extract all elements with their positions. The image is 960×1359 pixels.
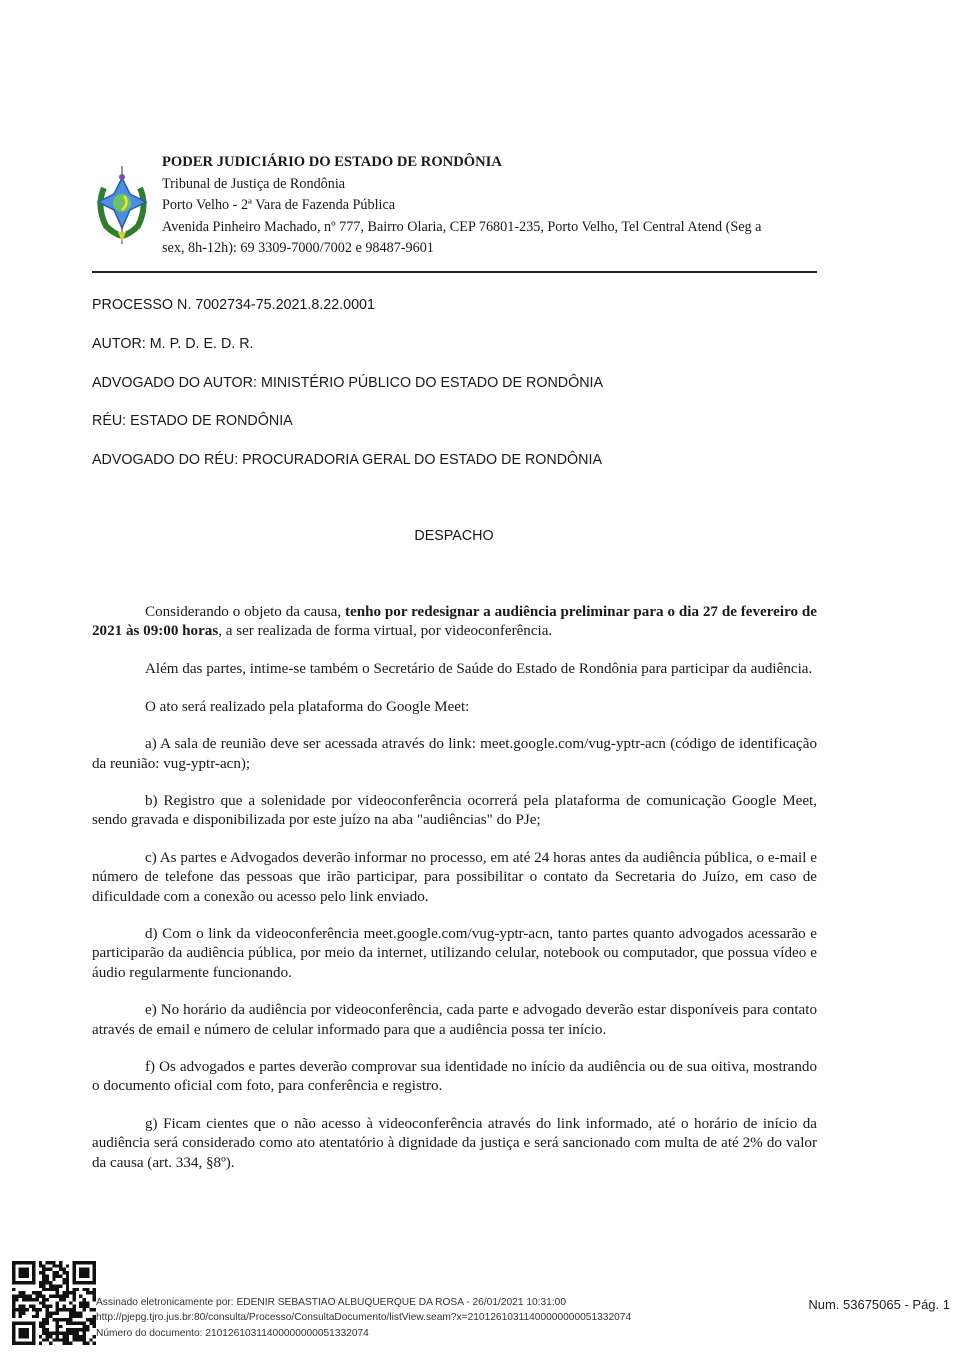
qr-code-icon[interactable] — [12, 1261, 96, 1345]
header-text — [162, 152, 822, 260]
document-title: DESPACHO — [414, 528, 494, 544]
paragraph-text: , a ser realizada de forma virtual, por videoconferência. — [218, 623, 553, 640]
court-name: Tribunal de Justiça de Rondônia — [162, 175, 346, 192]
item-b: b) Registro que a solenidade por videoconferência ocorrerá pela plataforma de comunicação Google Meet, sendo gravada e disponibilizada por este juízo na aba "audiências" do PJe; — [92, 793, 817, 829]
item-c: c) As partes e Advogados deverão informar no processo, em até 24 horas antes da audiência pública, o e-mail e número de telefone das pessoas que irão participar, para possibilitar o contato da Secretaria do Juízo, em caso de dificuldade com a conexão ou acesso pelo link enviado. — [92, 850, 817, 905]
address-line-2: sex, 8h-12h): 69 3309-7000/7002 e 98487-9601 — [162, 240, 434, 256]
paragraph-text: Considerando o objeto da causa, — [145, 604, 345, 620]
case-defendant: RÉU: ESTADO DE RONDÔNIA — [92, 413, 293, 429]
division-name: Porto Velho - 2ª Vara de Fazenda Pública — [162, 197, 396, 213]
item-f: f) Os advogados e partes deverão comprovar sua identidade no início da audiência ou de sua oitiva, mostrando o documento oficial com foto, para conferência e registro. — [92, 1059, 817, 1095]
paragraph-intimation: Além das partes, intime-se também o Secretário de Saúde do Estado de Rondônia para participar da audiência. — [145, 660, 813, 677]
verification-url[interactable]: http://pjepg.tjro.jus.br:80/consulta/Processo/ConsultaDocumento/listView.seam?x=21012610311400000000051332074 — [96, 1312, 632, 1324]
signed-by: Assinado eletronicamente por: EDENIR SEBASTIAO ALBUQUERQUE DA ROSA - 26/01/2021 10:31:00 — [96, 1297, 566, 1308]
paragraph-hearing — [92, 603, 817, 641]
paragraph-platform: O ato será realizado pela plataforma do Google Meet: — [145, 698, 470, 715]
case-author: AUTOR: M. P. D. E. D. R. — [92, 336, 254, 352]
item-g: g) Ficam cientes que o não acesso à videoconferência através do link informado, até o horário de início da audiência será considerado como ato atentatório à dignidade da justiça e será sancionado com multa de até 2% do valor da causa (art. 334, §8º). — [92, 1116, 817, 1171]
page-number: Num. 53675065 - Pág. 1 — [808, 1297, 950, 1312]
organization-name: PODER JUDICIÁRIO DO ESTADO DE RONDÔNIA — [162, 154, 502, 170]
item-e: e) No horário da audiência por videoconferência, cada parte e advogado deverão estar disponíveis para contato através de email e número de celular informado para que a audiência possa ter início. — [92, 1002, 817, 1038]
document-body — [92, 603, 817, 1191]
document-number: Número do documento: 21012610311400000000051332074 — [96, 1327, 369, 1339]
defendant-lawyer: ADVOGADO DO RÉU: PROCURADORIA GERAL DO ESTADO DE RONDÔNIA — [92, 452, 602, 468]
header-divider — [92, 271, 817, 273]
author-lawyer: ADVOGADO DO AUTOR: MINISTÉRIO PÚBLICO DO ESTADO DE RONDÔNIA — [92, 375, 604, 391]
item-a: a) A sala de reunião deve ser acessada através do link: meet.google.com/vug-yptr-acn (código de identificação da reunião: vug-yptr-acn); — [92, 736, 817, 772]
address-line-1: Avenida Pinheiro Machado, nº 777, Bairro Olaria, CEP 76801-235, Porto Velho, Tel Central Atend (Seg a — [162, 218, 762, 235]
signature-block — [96, 1295, 631, 1341]
case-number: PROCESSO N. 7002734-75.2021.8.22.0001 — [92, 297, 375, 313]
item-d: d) Com o link da videoconferência meet.google.com/vug-yptr-acn, tanto partes quanto advogados acessarão e participarão da audiência pública, por meio da internet, utilizando celular, notebook ou computador, que possua vídeo e áudio regularmente funcionando. — [92, 926, 817, 981]
coat-of-arms-icon — [94, 166, 150, 246]
hearing-date-emphasis: tenho por redesignar a audiência preliminar para o dia 27 de fevereiro de 2021 às 09:00 horas — [92, 604, 817, 640]
